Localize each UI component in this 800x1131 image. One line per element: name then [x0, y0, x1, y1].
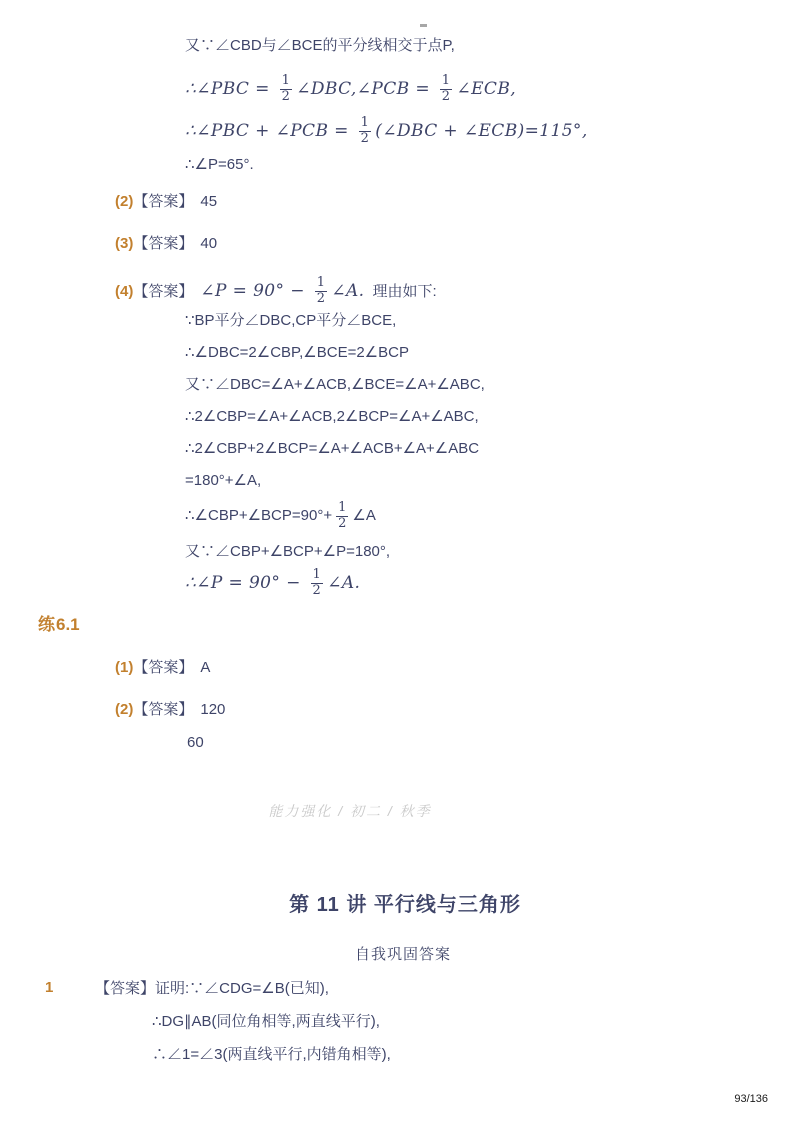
answer-value-continued: 60 — [187, 734, 204, 751]
fraction: $\frac{1}{2}$ — [281, 73, 291, 104]
answer-label: 【答案】 — [133, 701, 194, 718]
proof-conclusion-line: ∴∠P = 90° − $\frac{1}{2}$ ∠A. — [185, 567, 361, 598]
fraction: $\frac{1}{2}$ — [441, 73, 451, 104]
answers-block — [115, 192, 437, 313]
proof-line: ∴∠DBC=2∠CBP,∠BCE=2∠BCP — [185, 344, 409, 361]
exercise-prefix: 练 — [38, 615, 55, 634]
solution-line: ∴∠P=65°. — [185, 156, 254, 173]
fraction: $\frac{1}{2}$ — [316, 275, 326, 306]
proof-line: 又∵∠DBC=∠A+∠ACB,∠BCE=∠A+∠ABC, — [185, 376, 485, 393]
answer-line — [95, 979, 391, 998]
proof-line: ∵BP平分∠DBC,CP平分∠BCE, — [185, 312, 397, 329]
page-top-fragment — [420, 24, 427, 27]
answer-value: 45 — [200, 193, 218, 210]
fraction: $\frac{1}{2}$ — [360, 115, 370, 146]
proof-block — [185, 311, 485, 603]
answer-number: (1) — [115, 659, 134, 676]
problem-number: 1 — [45, 979, 54, 996]
solution-math-line: ∴∠PBC = $\frac{1}{2}$ ∠DBC,∠PCB = $\frac{1}{2}$ ∠ECB, — [185, 73, 517, 104]
solution-math-line: ∴∠PBC + ∠PCB = $\frac{1}{2}$ (∠DBC + ∠ECB)=115°, — [185, 115, 588, 146]
answer-line: ∴∠1=∠3(两直线平行,内错角相等), — [152, 1046, 391, 1063]
solution-line: 又∵∠CBD与∠BCE的平分线相交于点P, — [185, 37, 455, 54]
answer-label: 【答案】 — [133, 659, 194, 676]
continued-solution-block — [185, 36, 588, 175]
answer-value: 40 — [200, 235, 218, 252]
proof-line: ∴∠CBP+∠BCP=90°+ $\frac{1}{2}$ ∠A — [185, 499, 376, 531]
answer-row — [115, 234, 437, 253]
answer-row — [115, 700, 225, 719]
exercise-heading — [38, 610, 80, 635]
answer-value: 120 — [200, 701, 226, 718]
answer-line: ∴DG∥AB(同位角相等,两直线平行), — [152, 1013, 380, 1030]
answer-value: A — [200, 659, 211, 676]
answer-value-note: 理由如下: — [372, 283, 437, 300]
proof-line: 又∵∠CBP+∠BCP+∠P=180°, — [185, 543, 391, 560]
answer-value-math: ∠P = 90° − $\frac{1}{2}$ ∠A. — [200, 275, 365, 306]
proof-line: ∴2∠CBP=∠A+∠ACB,2∠BCP=∠A+∠ABC, — [185, 408, 479, 425]
problem-answer-block — [95, 979, 391, 1078]
fraction: $\frac{1}{2}$ — [312, 567, 322, 598]
answer-number: (2) — [115, 193, 134, 210]
lecture-title: 第 11 讲 平行线与三角形 — [289, 894, 521, 916]
answer-label: 【答案】 — [133, 283, 194, 300]
answer-row — [115, 270, 437, 313]
exercise-number: 6.1 — [56, 615, 80, 634]
page-indicator: 93/136 — [734, 1093, 768, 1105]
answer-row — [115, 658, 225, 677]
slide-footer: 能力强化 / 初二 / 秋季 — [268, 803, 432, 819]
answer-number: (3) — [115, 235, 134, 252]
answer-row — [115, 192, 437, 211]
answer-number: (2) — [115, 701, 134, 718]
proof-line: =180°+∠A, — [185, 472, 262, 489]
answer-label: 【答案】 — [133, 235, 194, 252]
answer-text: 证明:∵∠CDG=∠B(已知), — [155, 980, 329, 997]
answer-label: 【答案】 — [133, 193, 194, 210]
fraction: $\frac{1}{2}$ — [338, 499, 347, 531]
proof-line: ∴2∠CBP+2∠BCP=∠A+∠ACB+∠A+∠ABC — [185, 440, 480, 457]
exercise-answers-block — [115, 658, 225, 752]
lecture-subtitle: 自我巩固答案 — [354, 946, 451, 963]
answer-number: (4) — [115, 283, 134, 300]
answer-label: 【答案】 — [95, 980, 156, 997]
